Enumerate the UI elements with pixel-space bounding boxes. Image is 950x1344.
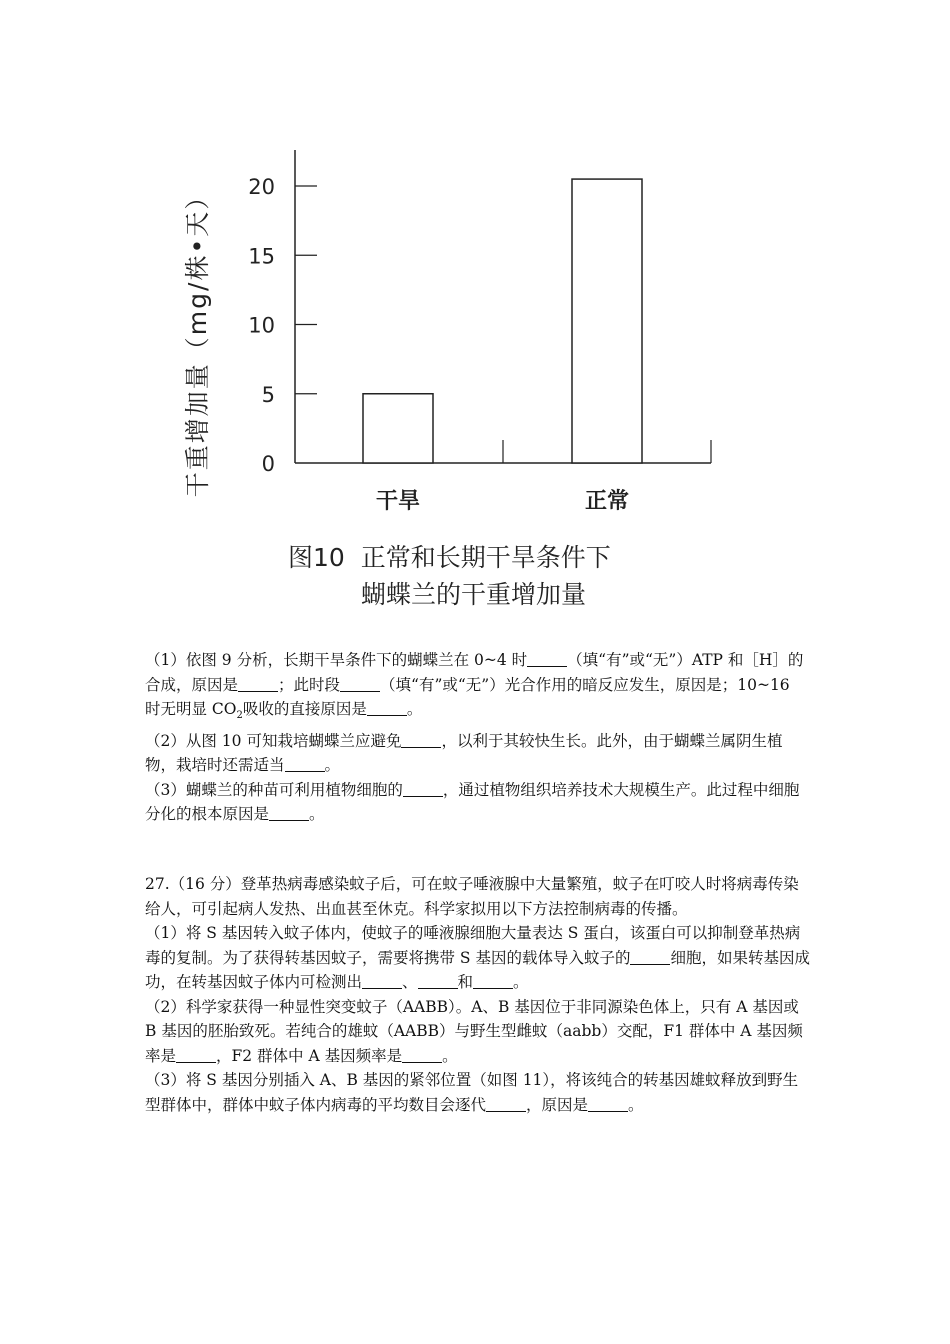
bar-chart-svg [0, 0, 950, 640]
q27-p1-text-c: 、 [402, 973, 418, 991]
answer-blank[interactable] [630, 948, 670, 965]
q27-p1-text-e: 。 [513, 973, 529, 991]
bar [363, 394, 433, 463]
q27-p3-text-c: 。 [628, 1095, 644, 1114]
q26-part1 [145, 648, 810, 729]
q26-p3-text-a: （3）蝴蝶兰的种苗可利用植物细胞的 [145, 780, 403, 799]
q26-p2-text-c: 。 [324, 756, 341, 775]
q26-p2-text-b: ，以利于其较快生长。此外，由于蝴蝶兰属阴生植物，栽培时还需适当 [145, 731, 783, 775]
answer-blank[interactable] [269, 804, 309, 821]
q26-p3-text-c: 。 [309, 805, 325, 824]
q27-p2-text-a: （2）科学家获得一种显性突变蚊子（AABB）。A、B 基因位于非同源染色体上，只有 A 基因或 B 基因的胚胎致死。若纯合的雄蚊（AABB）与野生型雌蚊（aabb）交配，F1 群体中 A 基因频率是 [145, 997, 803, 1065]
answer-blank[interactable] [367, 699, 407, 716]
answer-blank[interactable] [473, 972, 513, 989]
q26-p1-text-b: （填“有”或“无”）ATP 和［H］的合成，原因是 [145, 651, 804, 694]
chart-ticks [248, 175, 317, 476]
chart-category-labels [376, 488, 629, 514]
category-label: 干旱 [375, 489, 421, 514]
q26-part3 [145, 778, 810, 827]
co2-subscript: 2 [236, 710, 243, 722]
q27-intro: 27.（16 分）登革热病毒感染蚊子后，可在蚊子唾液腺中大量繁殖，蚊子在叮咬人时将病毒传染给人，可引起病人发热、出血甚至休克。科学家拟用以下方法控制病毒的传播。 [145, 875, 799, 918]
y-tick-label: 0 [261, 452, 275, 476]
q26-p1-text-f: 吸收的直接原因是 [242, 700, 367, 718]
y-tick-label: 15 [248, 244, 275, 269]
chart-bars [363, 179, 642, 463]
q27-part1 [145, 921, 810, 995]
q26-p1-text-d: （填“有”或“无”）光合作用的暗反应发生，原因是 [380, 675, 722, 694]
y-tick-label: 5 [261, 382, 275, 407]
answer-blank[interactable] [238, 675, 278, 692]
q26-p1-text-a: （1）依图 9 分析，长期干旱条件下的蝴蝶兰在 0~4 时 [145, 651, 528, 669]
q27-part2 [145, 995, 810, 1069]
answer-blank[interactable] [403, 780, 443, 797]
q27-p3-text-a: （3）将 S 基因分别插入 A、B 基因的紧邻位置（如图 11），将该纯合的转基因雄蚊释放到野生型群体中，群体中蚊子体内病毒的平均数目会逐代 [145, 1071, 799, 1114]
answer-blank[interactable] [402, 1046, 442, 1063]
q27-p2-text-c: 。 [442, 1046, 458, 1065]
q27-p3-text-b: ，原因是 [526, 1095, 589, 1114]
bar [572, 179, 642, 463]
q27-p1-text-b: 细胞，如果转基因成功，在转基因蚊子体内可检测出 [145, 948, 810, 991]
q26-p3-text-b: ，通过植物组织培养技术大规模生产。此过程中细胞分化的根本原因是 [145, 780, 800, 824]
figure-caption-line1: 图10 正常和长期干旱条件下 [288, 543, 611, 572]
q26-p1-text-c: ；此时段 [278, 675, 341, 694]
answer-blank[interactable] [418, 972, 458, 989]
q26-p2-text-a: （2）从图 10 可知栽培蝴蝶兰应避免 [145, 731, 402, 750]
answer-blank[interactable] [285, 755, 325, 772]
q27-part3 [145, 1068, 810, 1117]
answer-blank[interactable] [401, 731, 441, 748]
answer-blank[interactable] [362, 972, 402, 989]
answer-blank[interactable] [588, 1095, 628, 1112]
answer-blank[interactable] [527, 650, 567, 667]
y-tick-label: 10 [248, 313, 275, 338]
figure-10-chart [0, 0, 950, 640]
answer-blank[interactable] [340, 675, 380, 692]
q26-p1-text-e: ；10~16 时无明显 CO [145, 675, 790, 718]
q26-p1-text-g: 。 [406, 700, 423, 718]
category-label: 正常 [584, 489, 630, 514]
question-26-block [145, 648, 810, 827]
q27-p1-text-a: （1）将 S 基因转入蚊子体内，使蚊子的唾液腺细胞大量表达 S 蛋白，该蛋白可以抑制登革热病毒的复制。为了获得转基因蚊子，需要将携带 S 基因的载体导入蚊子的 [145, 924, 801, 967]
y-axis-label: 干重增加量（mg/株•天） [183, 182, 212, 498]
answer-blank[interactable] [176, 1046, 216, 1063]
y-tick-label: 20 [248, 175, 275, 199]
figure-caption-line2: 蝴蝶兰的干重增加量 [361, 580, 587, 609]
q27-p2-text-b: ，F2 群体中 A 基因频率是 [216, 1046, 403, 1065]
answer-blank[interactable] [486, 1095, 526, 1112]
chart-axes [295, 150, 711, 463]
question-27-block [145, 872, 810, 1117]
q26-part2 [145, 729, 810, 778]
q27-p1-text-d: 和 [457, 973, 474, 991]
